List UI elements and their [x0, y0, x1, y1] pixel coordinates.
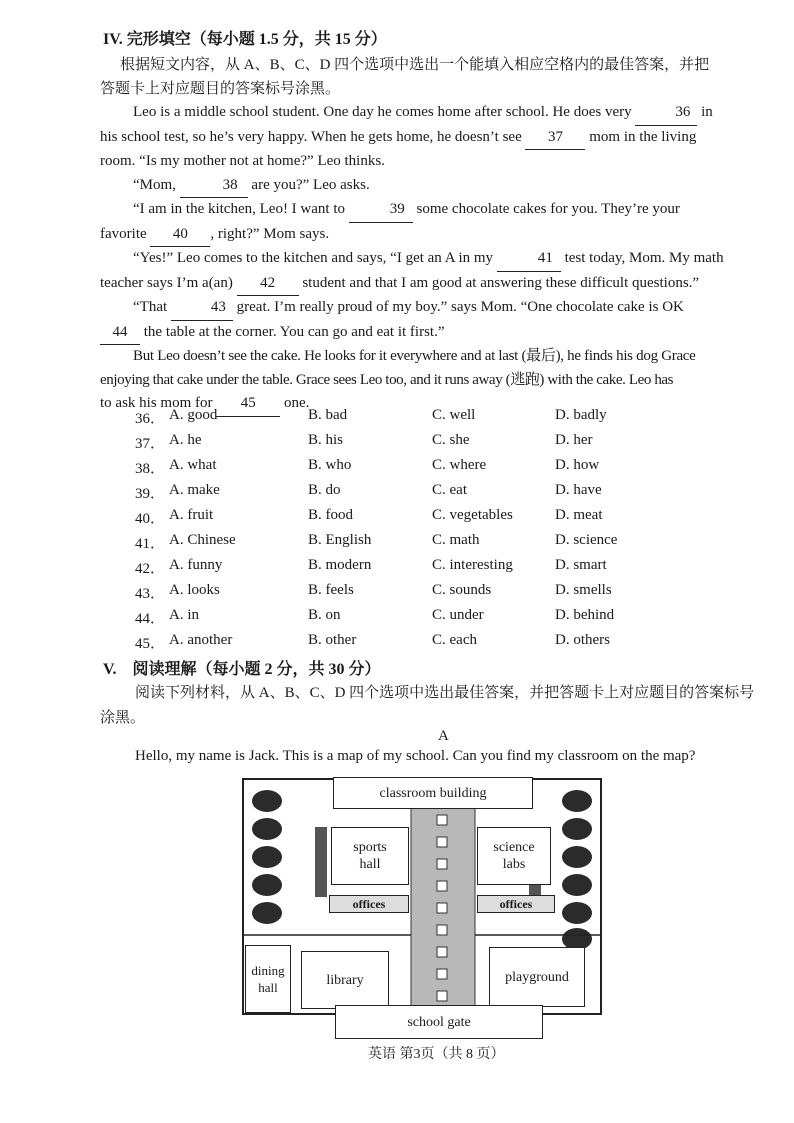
- option-a: A. fruit: [169, 507, 214, 523]
- option-d: D. smart: [555, 557, 607, 573]
- option-a: A. good: [169, 407, 218, 423]
- passage-intro: Hello, my name is Jack. This is a map of my school. Can you find my classroom on the map?: [135, 748, 696, 764]
- science-labs: science labs: [477, 827, 551, 885]
- section-4-instruction: 根据短文内容，从 A、B、C、D 四个选项中选出一个能填入相应空格内的最佳答案，并把: [120, 57, 710, 73]
- playground: playground: [489, 947, 585, 1007]
- question-number: 40．: [135, 511, 166, 527]
- option-b: B. his: [308, 432, 344, 448]
- question-row: [135, 582, 695, 604]
- section-4-instruction-cont: 答题卡上对应题目的答案标号涂黑。: [100, 81, 341, 97]
- section-4-title: IV. 完形填空（每小题 1.5 分，共 15 分）: [103, 31, 387, 48]
- option-c: C. well: [432, 407, 476, 423]
- blank-41: 41: [497, 247, 561, 272]
- trees-right: [562, 790, 592, 950]
- library: library: [301, 951, 389, 1009]
- option-a: A. he: [169, 432, 202, 448]
- road-markings: [437, 815, 447, 1001]
- blank-40: 40: [150, 223, 210, 248]
- question-row: [135, 532, 695, 554]
- option-d: D. smells: [555, 582, 612, 598]
- question-number: 41．: [135, 536, 166, 552]
- option-d: D. others: [555, 632, 610, 648]
- option-c: C. sounds: [432, 582, 492, 598]
- blank-45: 45: [216, 392, 280, 417]
- option-c: C. under: [432, 607, 484, 623]
- page-footer: 英语 第3页（共 8 页）: [368, 1047, 505, 1062]
- passage-letter: A: [438, 728, 449, 744]
- school-map: [241, 775, 603, 1040]
- question-number: 36．: [135, 411, 166, 427]
- option-b: B. on: [308, 607, 341, 623]
- option-c: C. where: [432, 457, 487, 473]
- option-b: B. other: [308, 632, 357, 648]
- option-d: D. behind: [555, 607, 615, 623]
- blank-38: 38: [180, 174, 248, 199]
- option-a: A. funny: [169, 557, 223, 573]
- offices-left: offices: [329, 895, 409, 913]
- blank-37: 37: [525, 126, 585, 151]
- blank-42: 42: [237, 272, 299, 297]
- option-c: C. each: [432, 632, 477, 648]
- question-row: [135, 432, 695, 454]
- option-d: D. science: [555, 532, 618, 548]
- option-d: D. have: [555, 482, 602, 498]
- option-c: C. eat: [432, 482, 467, 498]
- option-a: A. another: [169, 632, 233, 648]
- question-number: 38．: [135, 461, 166, 477]
- question-number: 39．: [135, 486, 166, 502]
- question-row: [135, 457, 695, 479]
- option-c: C. she: [432, 432, 470, 448]
- question-number: 44．: [135, 611, 166, 627]
- question-row: [135, 557, 695, 579]
- school-gate: school gate: [335, 1005, 543, 1039]
- section-5-instruction-cont: 涂黑。: [100, 710, 146, 726]
- trees-left: [252, 790, 282, 924]
- question-number: 43．: [135, 586, 166, 602]
- question-row: [135, 607, 695, 629]
- option-a: A. in: [169, 607, 199, 623]
- option-d: D. how: [555, 457, 600, 473]
- option-b: B. bad: [308, 407, 348, 423]
- sports-hall: sports hall: [331, 827, 409, 885]
- option-a: A. Chinese: [169, 532, 236, 548]
- question-row: [135, 632, 695, 654]
- option-c: C. vegetables: [432, 507, 513, 523]
- option-a: A. what: [169, 457, 217, 473]
- option-b: B. food: [308, 507, 353, 523]
- question-number: 45．: [135, 636, 166, 652]
- question-row: [135, 507, 695, 529]
- dining-hall: dining hall: [245, 945, 291, 1013]
- option-d: D. badly: [555, 407, 607, 423]
- option-b: B. feels: [308, 582, 354, 598]
- option-b: B. modern: [308, 557, 372, 573]
- option-c: C. interesting: [432, 557, 513, 573]
- option-c: C. math: [432, 532, 480, 548]
- blank-44: 44: [100, 321, 140, 346]
- option-d: D. meat: [555, 507, 603, 523]
- option-a: A. looks: [169, 582, 220, 598]
- question-row: [135, 482, 695, 504]
- option-b: B. do: [308, 482, 341, 498]
- question-number: 42．: [135, 561, 166, 577]
- blank-43: 43: [171, 296, 233, 321]
- question-row: [135, 407, 695, 429]
- blank-39: 39: [349, 198, 413, 223]
- blank-36: 36: [635, 101, 697, 126]
- section-5-instruction: 阅读下列材料，从 A、B、C、D 四个选项中选出最佳答案，并把答题卡上对应题目的答案标号: [135, 685, 755, 701]
- option-b: B. who: [308, 457, 352, 473]
- offices-right: offices: [477, 895, 555, 913]
- cloze-passage: Leo is a middle school student. One day he comes home after school. He does very 36 in his school test, so he’s very happy. When he gets home, he doesn’t see 37 mom in the living room. “Is my mother not at home?” Leo thinks. “Mom, 38 are you?” Leo asks. “I am in the kitchen, Leo! I want to 39 some chocolate cakes for you. They’re your favorite 40 , right?” Mom says. “Yes!” Leo comes to the kitchen and says, “I get an A in my 41 test today, Mom. My math teacher says I’m a(an) 42 student and that I am good at answering these difficult questions.” “That 43 great. I’m really proud of my boy.” says Mom. “One chocolate cake is OK 44 the table at the corner. You can go and eat it first.” But Leo doesn’t see the cake. He looks for it everywhere and at last (最后), he finds his dog Grace enjoying that cake under the table. Grace sees Leo too, and it runs away (逃跑) with the cake. Leo has to ask his mom for 45 one.: [100, 101, 750, 417]
- option-a: A. make: [169, 482, 220, 498]
- option-b: B. English: [308, 532, 372, 548]
- question-number: 37．: [135, 436, 166, 452]
- option-d: D. her: [555, 432, 593, 448]
- section-5-title: V. 阅读理解（每小题 2 分，共 30 分）: [103, 661, 381, 678]
- classroom-building: classroom building: [333, 777, 533, 809]
